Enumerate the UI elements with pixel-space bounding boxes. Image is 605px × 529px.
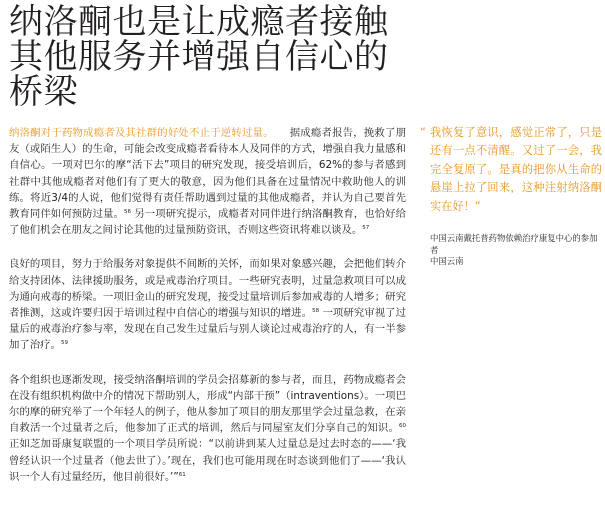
quote-mark: “ (420, 126, 426, 139)
paragraph-1-text-a: 据成瘾者报告，挽救了朋友（或陌生人）的生命，可能会改变成瘾者看待本人及同伴的方式，增强自我力量感和自信心。一项对巴尔的摩“活下去”项目的研究发现，接受培训后，62%的参与者感到社群中其他成瘾者对他们有了更大的敬意，因为他们具备在过量情况中救助他人的训练。将近3/4的人说，他们觉得有责任帮助遇到过量的其他成瘾者，并认为自己要首先教育同伴如何预防过量。 (9, 127, 406, 221)
paragraph-2-text-a: 良好的项目，努力于给服务对象提供不间断的关怀，而如果对象感兴趣，会把他们转介给支持团体、法律援助服务，或是戒毒治疗项目。一些研究表明，过量急救项目可以成为通向戒毒的桥梁。一项旧金山的研究发现，接受过量培训后参加戒毒的人增多；研究者推测，这或许要归因于培训过程中自信心的增强与知识的增进。 (9, 258, 406, 320)
quote-attribution (430, 233, 602, 268)
paragraph-1-text-b: 另一项研究提示，成瘾者对同伴进行纳洛酮教育，也恰好给了他们机会在朋友之间讨论其他的过量预防资讯，否则这些资讯将难以谈及。 (9, 208, 406, 237)
paragraph-1 (9, 125, 406, 238)
attribution-location: 中国云南 (430, 256, 464, 266)
footnote-ref: 61 (178, 471, 186, 478)
lead-sentence: 纳洛酮对于药物成瘾者及其社群的好处不止于逆转过量。 (9, 127, 269, 139)
paragraph-2-text-b: 一项研究审视了过量后的戒毒治疗参与率，发现在自己发生过量后与别人谈论过戒毒治疗的人，有一半参加了治疗。 (9, 307, 406, 352)
pull-quote-text: 我恢复了意识，感觉正常了，只是还有一点不清醒。又过了一会，我完全复原了。是真的把你从生命的悬崖上拉了回来，这种注射纳洛酮实在好！” (430, 126, 602, 213)
footnote-ref: 57 (362, 225, 370, 232)
paragraph-2 (9, 256, 406, 353)
paragraph-3-text-a: 各个组织也逐渐发现，接受纳洛酮培训的学员会招募新的参与者，而且，药物成瘾者会在没有组织机构做中介的情况下帮助别人，形成“内部干预”（intraventions）。一项巴尔的摩的研究举了一个年轻人的例子，他从参加了项目的朋友那里学会过量急救，在亲自救活一个过量者之后，他参加了正式的培训，然后与同屋室友们分享自己的知识。 (9, 373, 406, 435)
footnote-ref: 58 (312, 308, 320, 315)
footnote-ref: 60 (399, 423, 406, 430)
page-title: 纳洛酮也是让成瘾者接触其他服务并增强自信心的桥梁 (9, 2, 389, 112)
paragraph-3 (9, 372, 406, 485)
footnote-ref: 59 (60, 340, 68, 347)
paragraph-3-text-b: 正如芝加哥康复联盟的一个项目学员所说：“以前讲到某人过量总是过去时态的——‘我曾经认识一个过量者（他去世了）。’现在，我们也可能用现在时态谈到他们了——‘我认识一个人有过量经历，他目前很好。’” (9, 438, 406, 483)
attribution-organization: 中国云南戴托普药物依赖治疗康复中心的参加者 (430, 233, 598, 255)
footnote-ref: 56 (123, 209, 131, 216)
pull-quote (420, 124, 602, 216)
body-text-column (9, 125, 406, 503)
